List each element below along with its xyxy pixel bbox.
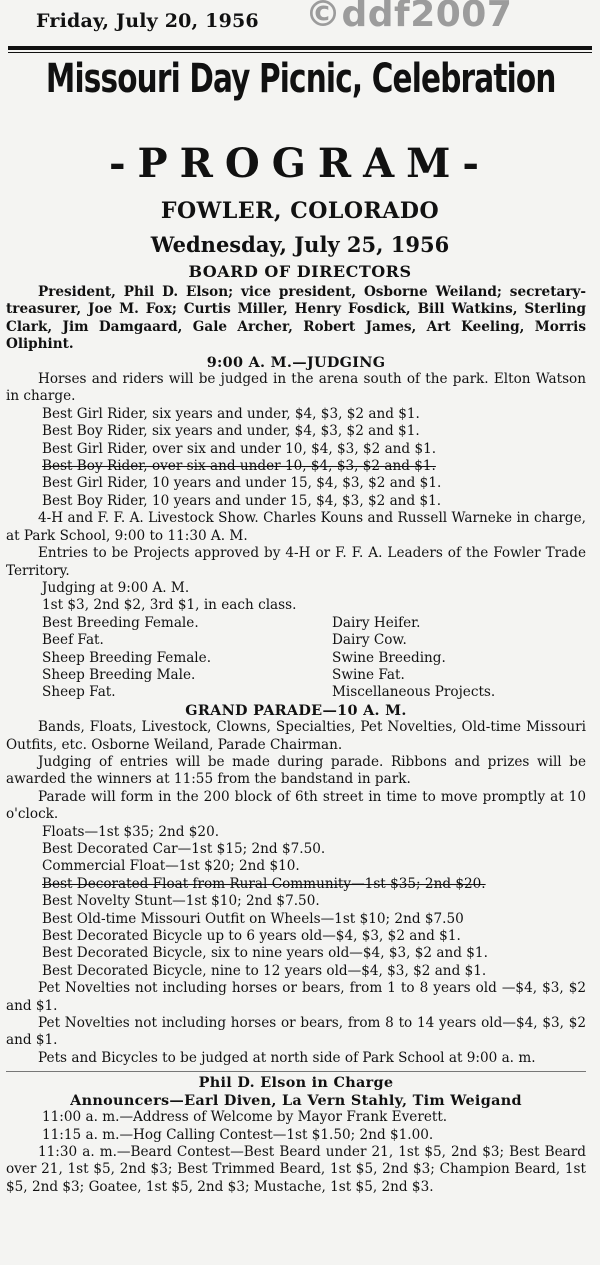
rider-class: Best Girl Rider, six years and under, $4, $3, $2 and $1.	[42, 405, 420, 422]
rider-class: Best Boy Rider, six years and under, $4, $3, $2 and $1.	[42, 423, 420, 440]
board-members: President, Phil D. Elson; vice president, Osborne Weiland; secretary-treasurer, Joe M. Fox; Curtis Miller, Henry Fosdick, Bill Watkins, Sterling Clark, Jim Damgaard, Gale Archer, Robert James, Art Keeling, Morris Oliphint.	[6, 284, 586, 353]
category-row	[6, 684, 586, 701]
parade-heading: GRAND PARADE—10 A. M.	[185, 701, 407, 719]
rider-class: Best Boy Rider, over six and under 10, $4, $3, $2 and $1.	[42, 458, 436, 475]
announcers-heading: Announcers—Earl Diven, La Vern Stahly, Tim Weigand	[70, 1091, 522, 1109]
parade-award: Best Decorated Car—1st $15; 2nd $7.50.	[42, 841, 326, 857]
judging-intro: Horses and riders will be judged in the arena south of the park. Elton Watson in charge.	[6, 371, 586, 405]
parade-award: Best Decorated Float from Rural Community—1st $35; 2nd $20.	[42, 875, 486, 892]
parade-award: Floats—1st $35; 2nd $20.	[42, 823, 220, 840]
parade-intro: Bands, Floats, Livestock, Clowns, Specialties, Pet Novelties, Old-time Missouri Outfits, etc. Osborne Weiland, Parade Chairman.	[6, 719, 586, 753]
header-rule	[8, 46, 592, 50]
category-left: Sheep Fat.	[42, 684, 116, 701]
category-right: Dairy Cow.	[332, 632, 407, 649]
dateline: Friday, July 20, 1956	[36, 10, 259, 32]
pet-novelties-2: Pet Novelties not including horses or bears, from 8 to 14 years old—$4, $3, $2 and $1.	[6, 1015, 586, 1049]
city-heading: FOWLER, COLORADO	[160, 198, 440, 224]
banner-headline: Missouri Day Picnic, Celebration	[45, 56, 556, 102]
class-prizes: 1st $3, 2nd $2, 3rd $1, in each class.	[42, 597, 297, 614]
judging-time: Judging at 9:00 A. M.	[42, 579, 190, 596]
category-left: Beef Fat.	[42, 632, 104, 649]
category-right: Swine Fat.	[332, 666, 405, 683]
program-heading: -PROGRAM-	[108, 140, 492, 187]
parade-form: Parade will form in the 200 block of 6th street in time to move promptly at 10 o'clock.	[6, 788, 586, 823]
pet-novelties-1: Pet Novelties not including horses or bears, from 1 to 8 years old —$4, $3, $2 and $1.	[6, 980, 586, 1014]
schedule-item: 11:00 a. m.—Address of Welcome by Mayor Frank Everett.	[42, 1109, 448, 1126]
parade-award: Best Novelty Stunt—1st $10; 2nd $7.50.	[42, 893, 320, 910]
parade-award: Commercial Float—1st $20; 2nd $10.	[42, 858, 300, 875]
rider-class: Best Girl Rider, 10 years and under 15, $4, $3, $2 and $1.	[42, 475, 442, 492]
event-date: Wednesday, July 25, 1956	[150, 232, 450, 257]
category-right: Dairy Heifer.	[332, 614, 421, 631]
rider-class: Best Boy Rider, 10 years and under 15, $4, $3, $2 and $1.	[42, 492, 442, 509]
copyright-watermark: ©ddf2007	[305, 0, 513, 35]
rider-class: Best Girl Rider, over six and under 10, $4, $3, $2 and $1.	[42, 440, 437, 457]
judging-heading: 9:00 A. M.—JUDGING	[206, 353, 386, 371]
category-row	[6, 632, 586, 649]
category-left: Sheep Breeding Male.	[42, 666, 196, 683]
entries-note: Entries to be Projects approved by 4-H or F. F. A. Leaders of the Fowler Trade Territory.	[6, 545, 586, 579]
newspaper-header	[0, 0, 600, 52]
parade-judging: Judging of entries will be made during parade. Ribbons and prizes will be awarded the winners at 11:55 from the bandstand in park.	[6, 753, 586, 788]
parade-award: Best Decorated Bicycle up to 6 years old—$4, $3, $2 and $1.	[42, 928, 461, 945]
schedule-item: 11:15 a. m.—Hog Calling Contest—1st $1.50; 2nd $1.00.	[42, 1126, 434, 1143]
category-row	[6, 667, 586, 684]
category-right: Miscellaneous Projects.	[332, 684, 496, 701]
section-divider	[6, 1071, 586, 1072]
category-left: Best Breeding Female.	[42, 614, 199, 631]
header-rule-thin	[8, 52, 592, 53]
in-charge-heading: Phil D. Elson in Charge	[198, 1074, 394, 1092]
pets-judging: Pets and Bicycles to be judged at north side of Park School at 9:00 a. m.	[38, 1049, 536, 1066]
category-right: Swine Breeding.	[332, 649, 446, 666]
parade-award: Best Old-time Missouri Outfit on Wheels—1st $10; 2nd $7.50	[42, 910, 464, 927]
category-left: Sheep Breeding Female.	[42, 649, 212, 666]
article-body	[6, 284, 586, 1196]
category-row	[6, 615, 586, 632]
parade-award: Best Decorated Bicycle, six to nine years old—$4, $3, $2 and $1.	[42, 945, 488, 962]
beard-contest: 11:30 a. m.—Beard Contest—Best Beard under 21, 1st $5, 2nd $3; Best Beard over 21, 1st $5, 2nd $3; Best Trimmed Beard, 1st $5, 2nd $3; Champion Beard, 1st $5, 2nd $3; Goatee, 1st $5, 2nd $3; Mustache, 1st $5, 2nd $3.	[6, 1143, 586, 1195]
parade-award: Best Decorated Bicycle, nine to 12 years old—$4, $3, $2 and $1.	[42, 962, 487, 979]
board-heading: BOARD OF DIRECTORS	[188, 262, 412, 281]
category-row	[6, 650, 586, 667]
livestock-show: 4-H and F. F. A. Livestock Show. Charles Kouns and Russell Warneke in charge, at Park School, 9:00 to 11:30 A. M.	[6, 510, 586, 544]
